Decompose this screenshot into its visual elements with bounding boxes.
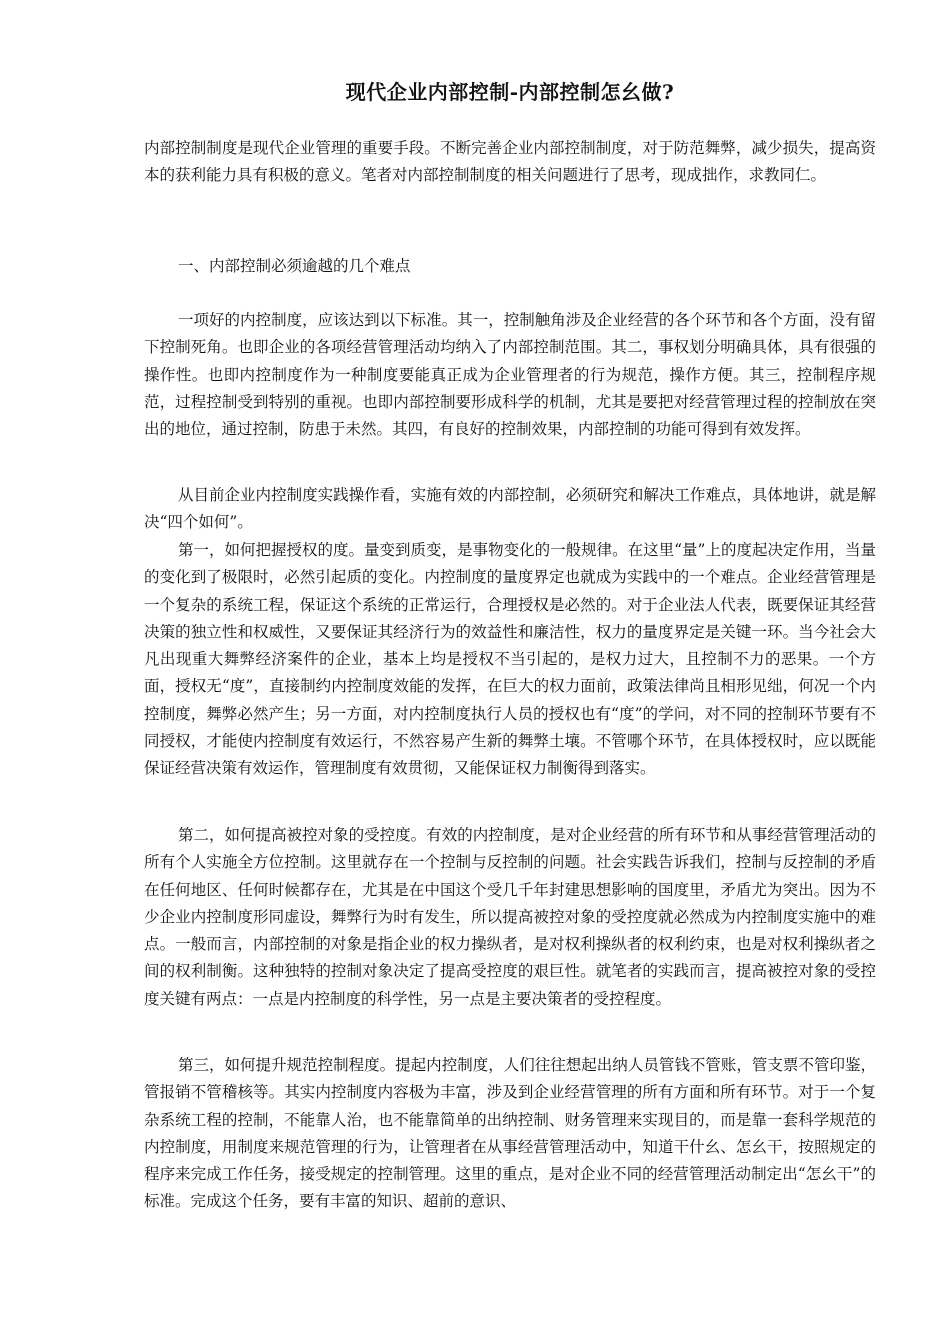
intro-paragraph: 内部控制制度是现代企业管理的重要手段。不断完善企业内部控制制度，对于防范舞弊，减少损失，提高资本的获利能力具有积极的意义。笔者对内部控制制度的相关问题进行了思考，现成拙作，求教同仁。	[144, 139, 876, 185]
document-title: 现代企业内部控制-内部控制怎幺做?	[345, 80, 675, 104]
practice-paragraph: 从目前企业内控制度实践操作看，实施有效的内部控制，必须研究和解决工作难点，具体地讲，就是解决“四个如何”。	[144, 486, 876, 532]
third-point-paragraph: 第三，如何提升规范控制程度。提起内控制度，人们往往想起出纳人员管钱不管账，管支票不管印鉴，管报销不管稽核等。其实内控制度内容极为丰富，涉及到企业经营管理的所有方面和所有环节。对于一个复杂系统工程的控制，不能靠人治，也不能靠简单的出纳控制、财务管理来实现目的，而是靠一套科学规范的内控制度，用制度来规范管理的行为，让管理者在从事经营管理活动中，知道干什幺、怎幺干，按照规定的程序来完成工作任务，接受规定的控制管理。这里的重点，是对企业不同的经营管理活动制定出“怎幺干”的标准。完成这个任务，要有丰富的知识、超前的意识、	[144, 1056, 876, 1211]
section-heading: 一、内部控制必须逾越的几个难点	[178, 257, 411, 275]
first-point-paragraph: 第一，如何把握授权的度。量变到质变，是事物变化的一般规律。在这里“量”上的度起决定作用，当量的变化到了极限时，必然引起质的变化。内控制度的量度界定也就成为实践中的一个难点。企业经营管理是一个复杂的系统工程，保证这个系统的正常运行，合理授权是必然的。对于企业法人代表，既要保证其经营决策的独立性和权威性，又要保证其经济行为的效益性和廉洁性，权力的量度界定是关键一环。当今社会大凡出现重大舞弊经济案件的企业，基本上均是授权不当引起的，是权力过大，且控制不力的恶果。一个方面，授权无“度”，直接制约内控制度效能的发挥，在巨大的权力面前，政策法律尚且相形见绌，何况一个内控制度，舞弊必然产生；另一方面，对内控制度执行人员的授权也有“度”的学问，对不同的控制环节要有不同授权，才能使内控制度有效运行，不然容易产生新的舞弊土壤。不管哪个环节，在具体授权时，应以既能保证经营决策有效运作，管理制度有效贯彻，又能保证权力制衡得到落实。	[144, 541, 876, 778]
standards-paragraph: 一项好的内控制度，应该达到以下标准。其一，控制触角涉及企业经营的各个环节和各个方面，没有留下控制死角。也即企业的各项经营管理活动均纳入了内部控制范围。其二，事权划分明确具体，具有很强的操作性。也即内控制度作为一种制度要能真正成为企业管理者的行为规范，操作方便。其三，控制程序规范，过程控制受到特别的重视。也即内部控制要形成科学的机制，尤其是要把对经营管理过程的控制放在突出的地位，通过控制，防患于未然。其四，有良好的控制效果，内部控制的功能可得到有效发挥。	[144, 311, 876, 439]
second-point-paragraph: 第二，如何提高被控对象的受控度。有效的内控制度，是对企业经营的所有环节和从事经营管理活动的所有个人实施全方位控制。这里就存在一个控制与反控制的问题。社会实践告诉我们，控制与反控制的矛盾在任何地区、任何时候都存在，尤其是在中国这个受几千年封建思想影响的国度里，矛盾尤为突出。因为不少企业内控制度形同虚设，舞弊行为时有发生，所以提高被控对象的受控度就必然成为内控制度实施中的难点。一般而言，内部控制的对象是指企业的权力操纵者，是对权利操纵者的权利约束，也是对权利操纵者之间的权利制衡。这种独特的控制对象决定了提高受控度的艰巨性。就笔者的实践而言，提高被控对象的受控度关键有两点：一点是内控制度的科学性，另一点是主要决策者的受控程度。	[144, 826, 876, 1008]
